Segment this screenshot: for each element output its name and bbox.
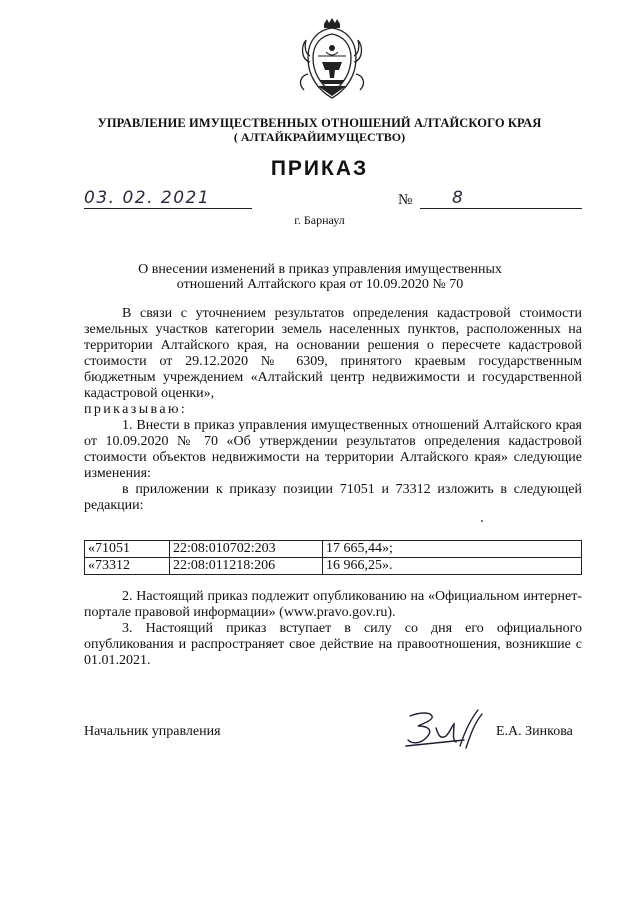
order-number-field xyxy=(420,188,582,209)
subject-line-1: О внесении изменений в приказ управления имущественных xyxy=(138,262,502,277)
item-3-paragraph: 3. Настоящий приказ вступает в силу со дня его официального опубликования и распространяет свое действие на правоотношения, возникшие с 01.01.2021. xyxy=(84,621,582,668)
signatory-position: Начальник управления xyxy=(84,724,221,739)
number-sign: № xyxy=(398,192,413,208)
table-row xyxy=(85,558,582,575)
document-type-title: ПРИКАЗ xyxy=(270,157,369,180)
table-cell-value: 16 966,25». xyxy=(323,558,582,575)
table-cell-cadastral-number: 22:08:010702:203 xyxy=(170,541,323,558)
altai-krai-coat-of-arms-icon xyxy=(296,18,368,104)
order-subject xyxy=(120,262,520,292)
preamble-paragraph: В связи с уточнением результатов определения кадастровой стоимости земельных участков категории земель населенных пунктов, расположенных на территории Алтайского края, на основании решения о пересчете кадастровой стоимости от 29.12.2020 № 6309, принятого краевым государственным бюджетным учреждением «Алтайский центр недвижимости и государственной кадастровой оценки», xyxy=(84,306,582,401)
item-1-sub-paragraph: в приложении к приказу позиции 71051 и 73312 изложить в следующей редакции: xyxy=(84,482,582,513)
stray-dot xyxy=(481,520,483,522)
signatory-name: Е.А. Зинкова xyxy=(496,724,573,739)
organization-name: УПРАВЛЕНИЕ ИМУЩЕСТВЕННЫХ ОТНОШЕНИЙ АЛТАЙСКОГО КРАЯ xyxy=(97,116,542,130)
handwritten-signature-icon xyxy=(400,706,486,754)
organization-short-name: ( АЛТАЙКРАЙИМУЩЕСТВО) xyxy=(233,130,406,144)
order-date-field xyxy=(84,188,252,209)
order-number: 8 xyxy=(452,188,465,208)
table-cell-position: «73312 xyxy=(85,558,170,575)
order-body-continued xyxy=(84,589,582,669)
table-cell-value: 17 665,44»; xyxy=(323,541,582,558)
table-cell-cadastral-number: 22:08:011218:206 xyxy=(170,558,323,575)
order-date: 03. 02. 2021 xyxy=(84,188,211,208)
orders-word: приказываю: xyxy=(84,402,188,417)
subject-line-2: отношений Алтайского края от 10.09.2020 № 70 xyxy=(176,277,464,292)
order-body xyxy=(84,306,582,514)
city: г. Барнаул xyxy=(294,213,345,227)
item-1-paragraph: 1. Внести в приказ управления имущественных отношений Алтайского края от 10.09.2020 № 70 «Об утверждении результатов определения кадастровой стоимости объектов недвижимости на территории Алтайского края» следующие изменения: xyxy=(84,418,582,481)
table-cell-position: «71051 xyxy=(85,541,170,558)
item-2-paragraph: 2. Настоящий приказ подлежит опубликованию на «Официальном интернет-портале правовой информации» (www.pravo.gov.ru). xyxy=(84,589,582,620)
table-row xyxy=(85,541,582,558)
positions-table xyxy=(84,540,582,575)
